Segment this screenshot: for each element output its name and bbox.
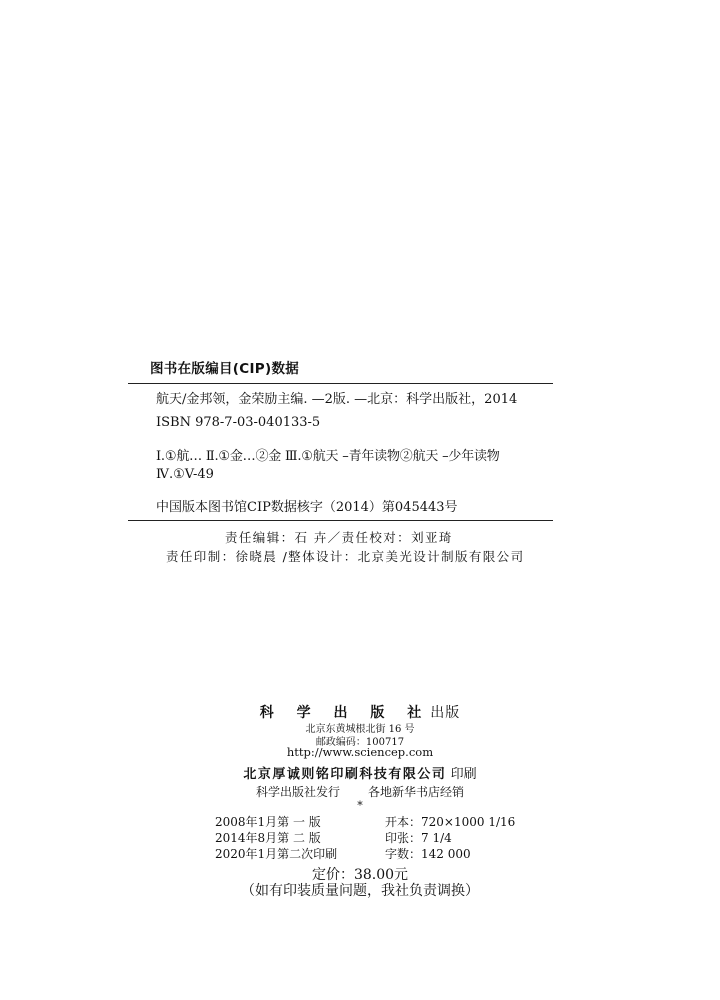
price: 定价：38.00元 <box>311 867 409 883</box>
publisher-url: http://www.sciencep.com <box>286 745 434 759</box>
separator-star: * <box>357 799 363 812</box>
edition-spec: 字数：142 000 <box>385 847 471 861</box>
publisher-postcode: 邮政编码：100717 <box>315 737 405 748</box>
edition-row <box>215 845 471 862</box>
printer-name: 北京厚诚则铭印刷科技有限公司 <box>243 767 447 782</box>
cip-subject-line-1: Ⅰ.①航… Ⅱ.①金…②金 Ⅲ.①航天 –青年读物②航天 –少年读物 <box>156 449 500 464</box>
edition-row <box>215 829 452 846</box>
cip-bottom-rule <box>128 520 553 521</box>
edition-date: 2020年1月第二次印刷 <box>215 847 338 861</box>
distribution <box>0 783 720 800</box>
publisher-name <box>0 702 720 722</box>
publisher-address: 北京东黄城根北街 16 号 <box>305 724 415 735</box>
cip-isbn: ISBN 978-7-03-040133-5 <box>156 415 321 430</box>
retailer: 各地新华书店经销 <box>368 785 465 799</box>
edition-row <box>215 813 515 830</box>
distributor: 科学出版社发行 <box>255 785 340 799</box>
cip-top-rule <box>128 383 553 384</box>
cip-heading: 图书在版编目(CIP)数据 <box>150 361 300 377</box>
cip-record-number: 中国版本图书馆CIP数据核字（2014）第045443号 <box>156 500 458 515</box>
edition-date: 2008年1月第 一 版 <box>215 815 321 829</box>
printer <box>0 763 720 782</box>
printer-suffix: 印刷 <box>450 767 477 782</box>
publisher-name-suffix: 出版 <box>430 705 461 721</box>
cip-title-line: 航天/金邦领，金荣励主编. —2版. —北京：科学出版社，2014 <box>156 392 518 407</box>
editor-credits: 责任编辑：石 卉／责任校对：刘亚琦 <box>225 530 453 545</box>
edition-spec: 印张：7 1/4 <box>385 831 452 845</box>
cip-subject-line-2: Ⅳ.①V-49 <box>156 467 214 482</box>
edition-spec: 开本：720×1000 1/16 <box>385 815 516 829</box>
production-credits: 责任印制：徐晓晨 /整体设计：北京美光设计制版有限公司 <box>166 549 525 564</box>
edition-date: 2014年8月第 二 版 <box>215 831 321 845</box>
quality-notice: （如有印装质量问题，我社负责调换） <box>241 883 479 899</box>
publisher-name-text: 科 学 出 版 社 <box>259 705 431 721</box>
